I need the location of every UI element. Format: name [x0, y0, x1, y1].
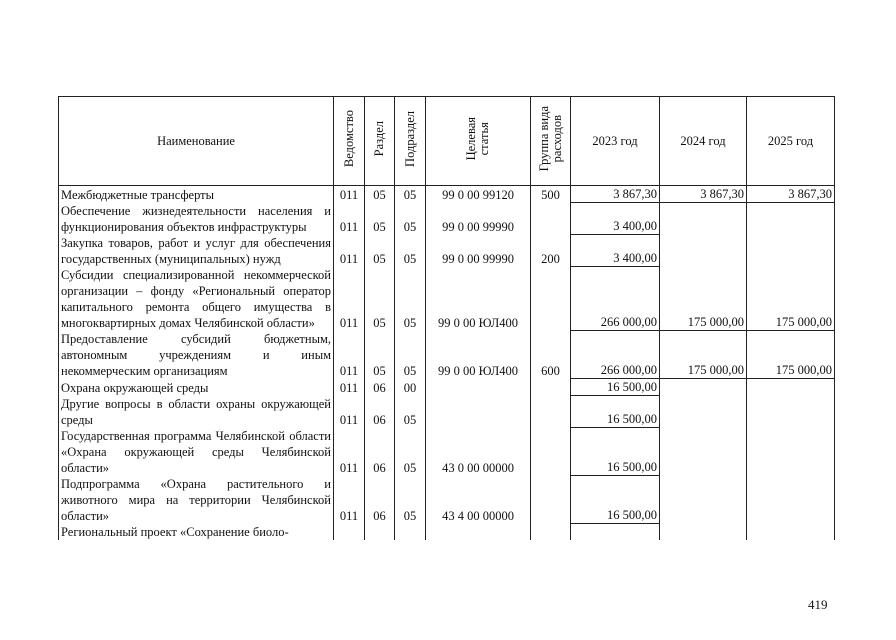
row-ved: [334, 524, 365, 540]
row-podrazdel: 05: [395, 203, 426, 235]
row-2025: [747, 476, 835, 524]
row-celevaya: [426, 396, 531, 428]
row-razdel: 05: [365, 186, 395, 203]
header-celevaya-label: Целевая статья: [464, 117, 491, 161]
row-name: Субсидии специализированной некоммерческой организации – фонду «Региональный оператор капитального ремонта общего имущества в многоквартирных домах Челябинской области»: [59, 267, 334, 331]
row-name: Предоставление субсидий бюджетным, автономным учреждениям и иным некоммерческим организациям: [59, 331, 334, 379]
row-2025: [747, 396, 835, 428]
header-gruppa-label: Группа вида расходов: [536, 106, 564, 172]
row-2024: [660, 428, 747, 476]
row-ved: 011: [334, 203, 365, 235]
row-2023: 16 500,00: [571, 379, 660, 396]
row-2023: 16 500,00: [571, 476, 660, 524]
row-name: Обеспечение жизнедеятельности населения и функционирования объектов инфраструктуры: [59, 203, 334, 235]
row-celevaya: 99 0 00 99990: [426, 203, 531, 235]
table-row: [59, 524, 835, 540]
table-header: [59, 97, 835, 186]
header-2025: 2025 год: [747, 97, 835, 186]
row-podrazdel: 05: [395, 331, 426, 379]
row-razdel: 06: [365, 428, 395, 476]
row-ved: 011: [334, 379, 365, 396]
row-2024: 175 000,00: [660, 267, 747, 331]
row-2024: 3 867,30: [660, 186, 747, 203]
header-ved-label: Ведомство: [341, 110, 356, 168]
row-name: Охрана окружающей среды: [59, 379, 334, 396]
row-2025: 175 000,00: [747, 331, 835, 379]
row-ved: 011: [334, 396, 365, 428]
row-razdel: 06: [365, 476, 395, 524]
header-ved: [334, 97, 365, 186]
table-row: [59, 396, 835, 428]
row-gruppa: [531, 203, 571, 235]
row-celevaya: 43 0 00 00000: [426, 428, 531, 476]
row-gruppa: [531, 428, 571, 476]
row-gruppa: [531, 379, 571, 396]
table-body: [59, 186, 835, 540]
header-podrazdel-label: Подраздел: [402, 111, 417, 167]
row-2025: [747, 428, 835, 476]
row-name: Подпрограмма «Охрана растительного и животного мира на территории Челябинской области»: [59, 476, 334, 524]
row-ved: 011: [334, 235, 365, 267]
row-gruppa: [531, 476, 571, 524]
row-celevaya: 99 0 00 ЮЛ400: [426, 267, 531, 331]
header-razdel-label: Раздел: [372, 121, 386, 157]
row-gruppa: 500: [531, 186, 571, 203]
row-podrazdel: 00: [395, 379, 426, 396]
row-2024: [660, 203, 747, 235]
row-2023: 16 500,00: [571, 396, 660, 428]
header-2024: 2024 год: [660, 97, 747, 186]
row-razdel: 05: [365, 203, 395, 235]
row-2023: 3 867,30: [571, 186, 660, 203]
table-row: [59, 331, 835, 379]
row-celevaya: 43 4 00 00000: [426, 476, 531, 524]
row-podrazdel: 05: [395, 476, 426, 524]
row-2025: 3 867,30: [747, 186, 835, 203]
row-ved: 011: [334, 267, 365, 331]
row-razdel: [365, 524, 395, 540]
row-2025: [747, 235, 835, 267]
row-ved: 011: [334, 428, 365, 476]
row-2023: 16 500,00: [571, 428, 660, 476]
table-row: [59, 428, 835, 476]
row-celevaya: [426, 379, 531, 396]
row-podrazdel: 05: [395, 396, 426, 428]
row-celevaya: 99 0 00 99120: [426, 186, 531, 203]
header-celevaya: [426, 97, 531, 186]
header-name: Наименование: [59, 97, 334, 186]
row-2024: [660, 379, 747, 396]
row-2024: [660, 396, 747, 428]
row-2025: 175 000,00: [747, 267, 835, 331]
table-row: [59, 379, 835, 396]
row-podrazdel: 05: [395, 428, 426, 476]
row-name: Другие вопросы в области охраны окружающей среды: [59, 396, 334, 428]
row-razdel: 05: [365, 267, 395, 331]
row-ved: 011: [334, 331, 365, 379]
row-razdel: 05: [365, 331, 395, 379]
row-gruppa: [531, 267, 571, 331]
table-row: [59, 203, 835, 235]
row-2024: [660, 235, 747, 267]
row-razdel: 06: [365, 396, 395, 428]
row-2025: [747, 203, 835, 235]
row-razdel: 05: [365, 235, 395, 267]
row-ved: 011: [334, 186, 365, 203]
row-name: Региональный проект «Сохранение биоло-: [59, 524, 334, 540]
row-podrazdel: 05: [395, 267, 426, 331]
row-2023: 3 400,00: [571, 235, 660, 267]
table-row: [59, 235, 835, 267]
row-name: Государственная программа Челябинской области «Охрана окружающей среды Челябинской области»: [59, 428, 334, 476]
row-podrazdel: [395, 524, 426, 540]
row-2023: 3 400,00: [571, 203, 660, 235]
row-gruppa: 200: [531, 235, 571, 267]
row-2023: [571, 524, 660, 540]
header-2023: 2023 год: [571, 97, 660, 186]
header-gruppa: [531, 97, 571, 186]
row-2024: [660, 476, 747, 524]
row-gruppa: 600: [531, 331, 571, 379]
row-2025: [747, 379, 835, 396]
row-podrazdel: 05: [395, 235, 426, 267]
row-gruppa: [531, 524, 571, 540]
header-podrazdel: [395, 97, 426, 186]
table-row: [59, 267, 835, 331]
row-2024: [660, 524, 747, 540]
table-row: [59, 186, 835, 203]
row-2025: [747, 524, 835, 540]
row-celevaya: 99 0 00 99990: [426, 235, 531, 267]
row-razdel: 06: [365, 379, 395, 396]
budget-table: [58, 96, 835, 540]
row-2023: 266 000,00: [571, 267, 660, 331]
row-podrazdel: 05: [395, 186, 426, 203]
row-2024: 175 000,00: [660, 331, 747, 379]
row-ved: 011: [334, 476, 365, 524]
page-number: 419: [808, 597, 828, 612]
row-name: Закупка товаров, работ и услуг для обеспечения государственных (муниципальных) нужд: [59, 235, 334, 267]
header-razdel: [365, 97, 395, 186]
row-celevaya: [426, 524, 531, 540]
table-row: [59, 476, 835, 524]
row-gruppa: [531, 396, 571, 428]
row-name: Межбюджетные трансферты: [59, 186, 334, 203]
row-2023: 266 000,00: [571, 331, 660, 379]
row-celevaya: 99 0 00 ЮЛ400: [426, 331, 531, 379]
